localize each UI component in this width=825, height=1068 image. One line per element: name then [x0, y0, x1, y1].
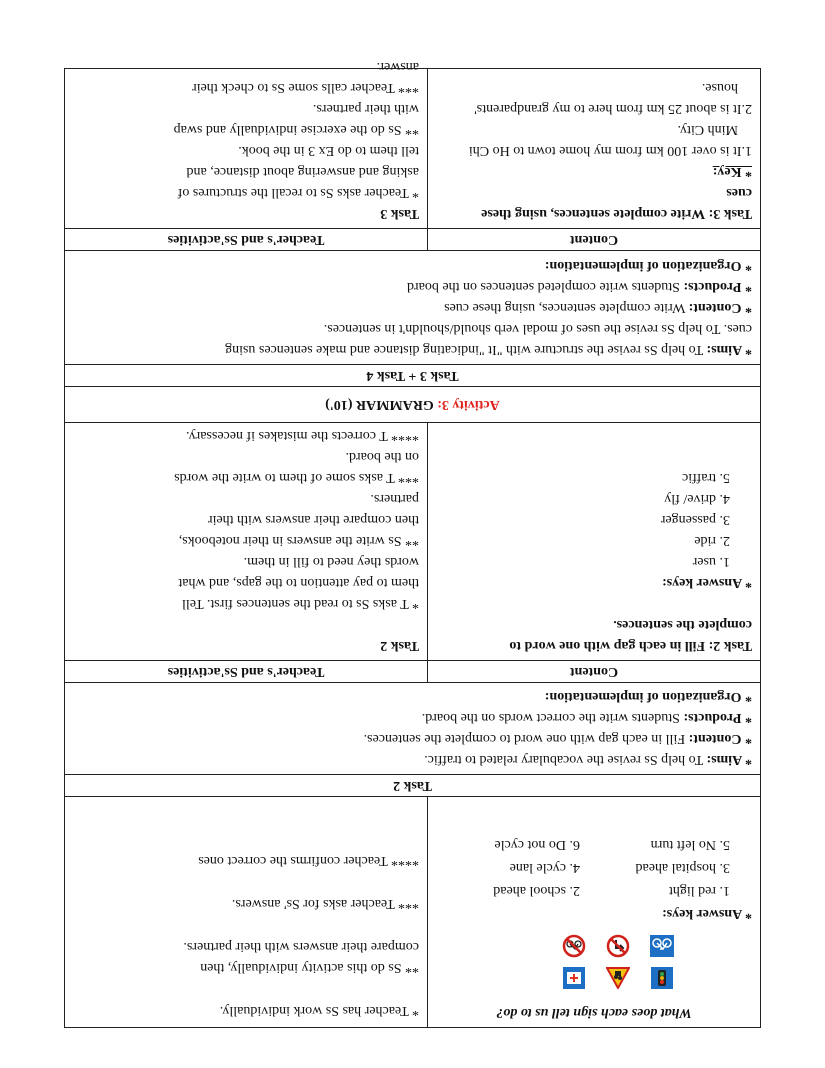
answer-key: 5. traffic	[682, 470, 730, 485]
activity-line: then compare their answers with their	[207, 512, 419, 527]
answer-key: 5. No left turn	[650, 837, 730, 852]
task2-info	[65, 683, 760, 774]
activity-line: ** Ss do the exercise individually and swap	[173, 122, 419, 137]
task3-key-label: * Key:	[712, 164, 752, 179]
activity-line: asking and answering about distance, and	[186, 164, 419, 179]
activity-line: * T asks Ss to read the sentences first. Tell	[182, 596, 419, 611]
activity-line: compare their answers with their partners.	[183, 939, 419, 954]
organization-label: * Organization of implementation:	[544, 689, 752, 704]
aims-label: * Aims:	[706, 752, 752, 767]
traffic-light-icon	[650, 966, 674, 990]
activity-line: *** T asks some of them to write the words	[174, 470, 419, 485]
lesson-plan-table	[64, 59, 761, 1028]
answer-key: 2.It is about 25 km from here to my grandparents'	[474, 101, 752, 116]
no-cycling-icon	[562, 934, 586, 958]
activity3-label: Activity 3:	[437, 397, 500, 412]
activity-line: answer.	[376, 59, 419, 74]
task2-header-row	[65, 775, 760, 797]
aims-text: To help Ss revise the structure with "It "indicating distance and make sentences using	[225, 342, 704, 357]
activity-line: *** Teacher calls some Ss to check their	[192, 80, 419, 95]
activity-line: on the board.	[345, 449, 419, 464]
answer-key: 1. red light	[668, 883, 730, 898]
content-column-header: Content	[427, 229, 760, 250]
teacher-column-header: Teacher's and Ss'activities	[167, 664, 325, 679]
content-column-header: Content	[427, 661, 760, 682]
answer-key: 3. hospital ahead	[635, 860, 730, 875]
activity-line: * Teacher asks Ss to recall the structures of	[177, 185, 419, 200]
organization-label: * Organization of implementation:	[544, 258, 752, 273]
hospital-ahead-icon	[562, 966, 586, 990]
task2-title: Task 2: Fill in each gap with one word to	[509, 638, 752, 653]
answer-key: 2. ride	[694, 533, 730, 548]
answer-key: 6. Do not cycle	[494, 837, 580, 852]
activity-line: *** Teacher asks for Ss' answers.	[231, 896, 419, 911]
answer-key-continued: Minh City.	[677, 122, 738, 137]
activity-line: with their partners.	[312, 101, 419, 116]
task34-info	[65, 251, 760, 364]
answer-key-continued: house.	[701, 80, 738, 95]
products-label: * Products:	[683, 710, 752, 725]
content-label: * Content:	[688, 731, 752, 746]
products-text: Students write the correct words on the board.	[421, 710, 680, 725]
activity-line: partners.	[370, 491, 419, 506]
answer-key: 4. cycle lane	[509, 860, 580, 875]
answer-key: 3. passenger	[660, 512, 730, 527]
task3-row	[65, 59, 760, 229]
task3-content-cell	[427, 68, 760, 228]
task3-activities-cell	[65, 59, 427, 228]
answer-key: 2. school ahead	[493, 883, 580, 898]
task2-info-row	[65, 683, 760, 775]
activity3-heading	[65, 387, 760, 422]
task3-title: Task 3: Write complete sentences, using these	[481, 206, 752, 221]
task34-info-row	[65, 251, 760, 365]
school-ahead-icon	[606, 966, 630, 990]
products-label: * Products:	[683, 279, 752, 294]
content-label: * Content:	[688, 300, 752, 315]
task2-activities-cell	[65, 423, 427, 660]
activity-line: tell them to do Ex 3 in the book.	[238, 143, 419, 158]
task2-row	[65, 423, 760, 661]
task2-content-cell	[427, 423, 760, 660]
task1-title: What does each sign tell us to do?	[496, 1005, 692, 1020]
task1-answer-keys-label: * Answer keys:	[662, 906, 752, 921]
teacher-column-header: Teacher's and Ss'activities	[167, 232, 325, 247]
task34-header-row	[65, 365, 760, 387]
content-text: Fill in each gap with one word to complete the sentences.	[363, 731, 686, 746]
activity-line: **** Teacher confirms the correct ones	[198, 853, 419, 868]
answer-key: 1.It is over 100 km from my home town to Ho Chi	[468, 143, 752, 158]
cycle-lane-icon	[650, 934, 674, 958]
task1-activities-cell	[65, 797, 427, 1027]
aims-text: To help Ss revise the vocabulary related to traffic.	[424, 752, 704, 767]
task2-column-header-row	[65, 661, 760, 683]
task2-title-continued: complete the sentences.	[613, 617, 752, 632]
activity3-row	[65, 387, 760, 423]
activity-line: * Teacher has Ss work individually.	[219, 1003, 419, 1018]
answer-key: 1. user	[692, 554, 730, 569]
task2-label: Task 2	[380, 638, 419, 653]
task1-answer-keys	[436, 834, 730, 901]
task2-answer-keys-label: * Answer keys:	[662, 575, 752, 590]
task1-row	[65, 797, 760, 1027]
aims-text-continued: cues. To help Ss revise the uses of modal verb should/shouldn't in sentences.	[323, 321, 752, 336]
task2-header: Task 2	[393, 778, 432, 793]
task3-column-header-row	[65, 229, 760, 251]
activity-line: ** Ss write the answers in their notebooks,	[178, 533, 419, 548]
task3-title-continued: cues	[726, 185, 752, 200]
activity-line: words they need to fill in them.	[243, 554, 419, 569]
no-left-turn-icon	[606, 934, 630, 958]
activity-line: them to pay attention to the gaps, and what	[178, 575, 419, 590]
aims-label: * Aims:	[706, 342, 752, 357]
answer-key: 4. drive/ fly	[664, 491, 730, 506]
activity3-title: GRAMMAR (10')	[325, 397, 434, 412]
task34-header: Task 3 + Task 4	[366, 368, 459, 383]
traffic-signs-image	[554, 930, 674, 994]
activity-line: **** T corrects the mistakes if necessary.	[185, 428, 419, 443]
task3-label: Task 3	[380, 206, 419, 221]
products-text: Students write completed sentences on the board	[406, 279, 680, 294]
task1-content-cell	[427, 797, 760, 1027]
content-text: Write complete sentences, using these cues	[444, 300, 686, 315]
activity-line: ** Ss do this activity individually, then	[200, 960, 419, 975]
